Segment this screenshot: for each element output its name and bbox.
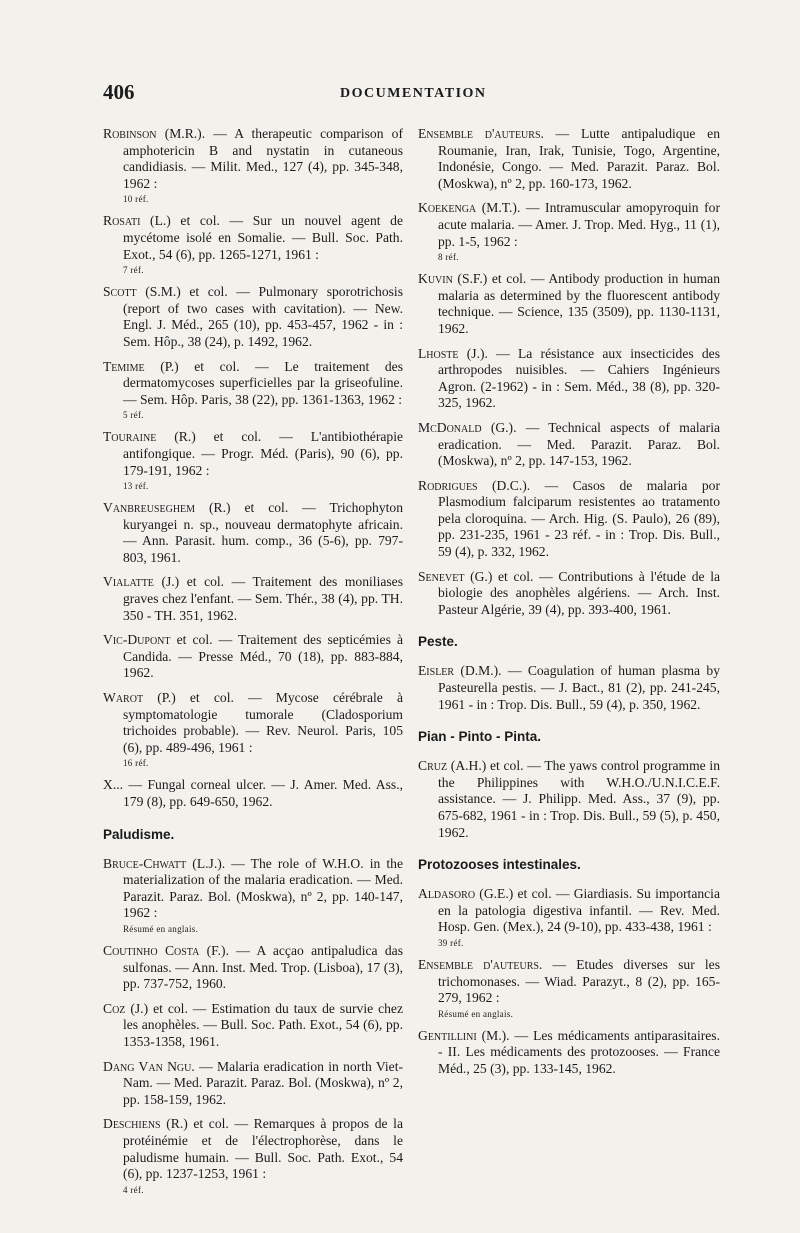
entry-text: (R.) et col. — L'antibiothérapie antifongique. — Progr. Méd. (Paris), 90 (6), pp. 179-191, 1962 : <box>123 429 403 478</box>
entry-note: 39 réf. <box>438 937 464 948</box>
entry-author: Aldasoro <box>418 886 476 902</box>
bibliography-entry <box>103 1001 403 1051</box>
entry-text: (M.). — Les médicaments antiparasitaires. - II. Les médicaments des protozooses. — France Méd., 25 (3), pp. 133-145, 1962. <box>438 1027 720 1076</box>
entry-author: Coutinho Costa <box>103 942 200 958</box>
bibliography-entry <box>103 429 403 492</box>
entry-note: 7 réf. <box>123 265 144 276</box>
bibliography-entry <box>103 126 403 205</box>
entry-author: Deschiens <box>103 1116 161 1132</box>
bibliography-entry <box>103 690 403 769</box>
entry-author: McDonald <box>418 419 482 435</box>
entry-text: . — Etudes diverses sur les trichomonases. — Wiad. Parazyt., 8 (2), pp. 165-279, 1962 : <box>438 956 720 1006</box>
entry-text: . — Malaria eradication in north Viet-Nam. — Med. Parazit. Paraz. Bol. (Moskwa), nº 2, pp. 158-159, 1962. <box>123 1058 403 1107</box>
entry-text: (M.T.). — Intramuscular amopyroquin for acute malaria. — Amer. J. Trop. Med. Hyg., 11 (1), pp. 1-5, 1962 : <box>438 200 720 249</box>
page-number: 406 <box>103 80 135 104</box>
running-head: DOCUMENTATION <box>340 86 487 101</box>
section-heading: Pian - Pinto - Pinta. <box>418 729 542 745</box>
entry-text: (A.H.) et col. — The yaws control programme in the Philippines with W.H.O./U.N.I.C.E.F. assistance. — J. Philipp. Med. Ass., 37 (9), pp. 675-682, 1961 - in : Trop. Dis. Bull., 59 (5), p. 450, 1962. <box>438 758 720 840</box>
bibliography-entry <box>103 284 403 350</box>
entry-text: (G.E.) et col. — Giardiasis. Su importancia en la patologia digestiva infantil. — Rev. Med. Hosp. Gen. (Mex.), 24 (9-10), pp. 433-438, 1961 : <box>438 886 720 935</box>
section-heading: Paludisme. <box>103 826 175 842</box>
entry-text: (L.J.). — The role of W.H.O. in the materialization of the malaria eradication. — Med. Parazit. Paraz. Bol. (Moskwa), nº 2, pp. 140-147, 1962 : <box>123 855 403 921</box>
entry-author: Robinson <box>103 126 157 141</box>
entry-note: Résumé en anglais. <box>123 923 199 934</box>
entry-text: (G.) et col. — Contributions à l'étude de la biologie des anophèles algériens. — Arch. Inst. Pasteur Algérie, 39 (4), pp. 393-400, 1961. <box>438 568 720 617</box>
entry-author: Bruce-Chwatt <box>103 855 187 871</box>
entry-author: Kuvin <box>418 271 453 287</box>
bibliography-entry <box>103 574 403 624</box>
entry-author: Coz <box>103 1000 126 1016</box>
entry-author: Vanbreuseghem <box>103 500 196 516</box>
entry-text: (J.) et col. — Estimation du taux de survie chez les anophèles. — Bull. Soc. Path. Exot., 54 (6), pp. 1353-1358, 1961. <box>123 1000 403 1049</box>
entry-note: Résumé en anglais. <box>438 1008 514 1019</box>
entry-note: 10 réf. <box>123 194 149 205</box>
entry-text: (M.R.). — A therapeutic comparison of amphotericin B and nystatin in cutaneous candidiasis. — Milit. Med., 127 (4), pp. 345-348, 1962 : <box>123 126 403 191</box>
bibliography-entry <box>103 632 403 682</box>
entry-text: (R.) et col. — Trichophyton kuryangei n. sp., nouveau dermatophyte africain. — Ann. Parasit. hum. comp., 36 (5-6), pp. 797-803, 1961. <box>123 500 403 565</box>
bibliography-entry <box>418 569 720 619</box>
entry-text: (D.C.). — Casos de malaria por Plasmodium falciparum resistentes ao tratamento pela cloroquina. — Arch. Hig. (S. Paulo), 26 (89), pp. 231-235, 1961 - 23 réf. - in : Trop. Dis. Bull., 59 (4), p. 332, 1962. <box>438 477 720 560</box>
entry-author: Cruz <box>418 758 448 774</box>
bibliography-entry <box>418 420 720 470</box>
bibliography-entry <box>103 359 403 422</box>
entry-author: Rosati <box>103 213 141 229</box>
bibliography-entry <box>103 500 403 566</box>
entry-text: (P.) et col. — Mycose cérébrale à symptomatologie tumorale (Cladosporium trichoides probable). — Rev. Neurol. Paris, 105 (6), pp. 489-496, 1961 : <box>123 690 403 755</box>
entry-author: Rodrigues <box>418 477 478 493</box>
right-column <box>418 126 720 1086</box>
entry-author: Touraine <box>103 429 157 445</box>
entry-author: Dang Van Ngu <box>103 1058 192 1074</box>
entry-text: (R.) et col. — Remarques à propos de la protéinémie et de l'électrophorèse, dans le paludisme humain. — Bull. Soc. Path. Exot., 54 (6), pp. 1237-1253, 1961 : <box>123 1116 403 1182</box>
entry-author: Senevet <box>418 568 465 584</box>
entry-text: (P.) et col. — Le traitement des dermatomycoses superficielles par la griseofuline. — Sem. Hôp. Paris, 38 (22), pp. 1361-1363, 1962 : <box>123 358 403 407</box>
entry-author: Koekenga <box>418 200 477 216</box>
entry-text: . — Lutte antipaludique en Roumanie, Iran, Irak, Tunisie, Togo, Argentine, Indonésie, Congo. — Med. Parazit. Paraz. Bol. (Moskwa), nº 2, pp. 160-173, 1962. <box>438 126 721 191</box>
bibliography-entry <box>418 478 720 561</box>
entry-author: Scott <box>103 284 137 300</box>
entry-author: Eisler <box>418 663 455 679</box>
entry-note: 13 réf. <box>123 481 149 492</box>
left-column <box>103 126 403 1204</box>
entry-author: Ensemble d'auteurs <box>418 956 539 972</box>
bibliography-entry <box>103 1059 403 1109</box>
entry-text: (J.). — La résistance aux insecticides des arthropodes nuisibles. — Cahiers Ingénieurs Agron. (2-1962) - in : Sem. Méd., 38 (8), pp. 320-325, 1962. <box>438 345 720 411</box>
bibliography-entry <box>418 346 720 412</box>
section-heading: Peste. <box>418 634 458 650</box>
bibliography-entry <box>418 957 720 1020</box>
bibliography-entry <box>103 213 403 276</box>
entry-author: Vic-Dupont <box>103 632 171 648</box>
entry-note: 4 réf. <box>123 1184 144 1195</box>
bibliography-entry <box>418 126 720 192</box>
section-heading: Protozooses intestinales. <box>418 857 581 873</box>
bibliography-entry <box>103 943 403 993</box>
entry-author: Ensemble d'auteurs <box>418 126 541 141</box>
entry-author: Vialatte <box>103 574 154 590</box>
entry-text: (G.). — Technical aspects of malaria eradication. — Med. Parazit. Paraz. Bol. (Moskwa), nº 2, pp. 147-153, 1962. <box>438 419 720 469</box>
bibliography-entry <box>418 1028 720 1078</box>
bibliography-entry <box>103 856 403 935</box>
entry-note: 8 réf. <box>438 252 459 263</box>
entry-text: ... — Fungal corneal ulcer. — J. Amer. Med. Ass., 179 (8), pp. 649-650, 1962. <box>112 777 403 809</box>
entry-text: (S.M.) et col. — Pulmonary sporotrichosis (report of two cases with cavitation). — New. Engl. J. Méd., 265 (10), pp. 453-457, 1962 - in : Sem. Hôp., 38 (24), p. 1492, 1962. <box>123 284 403 349</box>
bibliography-entry <box>418 663 720 713</box>
entry-text: (L.) et col. — Sur un nouvel agent de mycétome isolé en Somalie. — Bull. Soc. Path. Exot., 54 (6), pp. 1265-1271, 1961 : <box>123 213 403 262</box>
bibliography-entry <box>418 886 720 949</box>
bibliography-entry <box>418 758 720 841</box>
entry-text: (S.F.) et col. — Antibody production in human malaria as determined by the fluorescent antibody technique. — Science, 135 (3509), pp. 1130-1131, 1962. <box>438 271 720 336</box>
entry-text: (J.) et col. — Traitement des moniliases graves chez l'enfant. — Sem. Thér., 38 (4), pp. TH. 350 - TH. 351, 1962. <box>123 574 403 623</box>
entry-author: Gentillini <box>418 1027 477 1043</box>
bibliography-entry <box>103 1116 403 1195</box>
entry-note: 16 réf. <box>123 758 149 769</box>
entry-author: X <box>103 777 113 793</box>
bibliography-entry <box>418 271 720 337</box>
entry-text: (D.M.). — Coagulation of human plasma by Pasteurella pestis. — J. Bact., 81 (2), pp. 241-245, 1961 - in : Trop. Dis. Bull., 59 (4), p. 350, 1962. <box>438 663 720 712</box>
entry-author: Temime <box>103 358 145 374</box>
entry-author: Lhoste <box>418 345 459 361</box>
entry-note: 5 réf. <box>123 410 144 421</box>
entry-text: et col. — Traitement des septicémies à Candida. — Presse Méd., 70 (18), pp. 883-884, 1962. <box>123 632 403 681</box>
entry-author: Warot <box>103 690 144 706</box>
bibliography-entry <box>103 777 403 810</box>
entry-text: (F.). — A acçao antipaludica das sulfonas. — Ann. Inst. Med. Trop. (Lisboa), 17 (3), pp. 737-752, 1960. <box>123 942 403 992</box>
bibliography-entry <box>418 200 720 263</box>
